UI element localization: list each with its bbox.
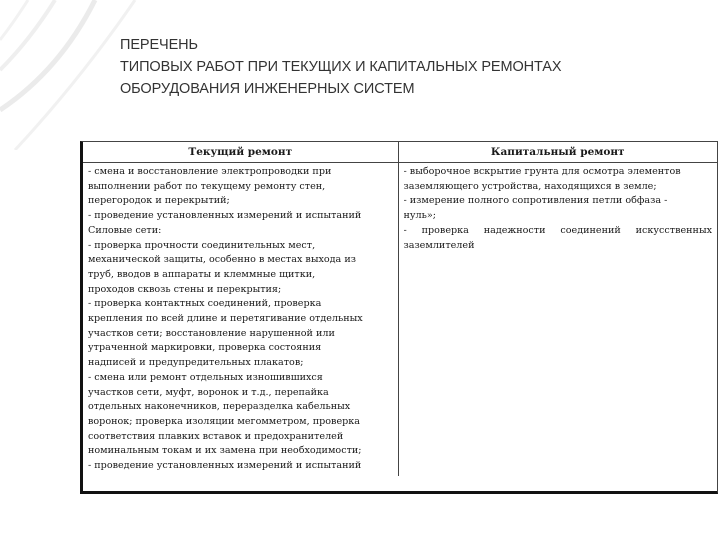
current-line: отдельных наконечников, переразделка кабельных: [88, 401, 351, 413]
header-current-repair: Текущий ремонт: [83, 142, 398, 163]
current-line: номинальным токам и их замена при необходимости;: [88, 445, 362, 457]
current-line: воронок; проверка изоляции мегомметром, проверка: [88, 415, 360, 427]
current-line: утраченной маркировки, проверка состояния: [88, 342, 322, 354]
works-table: [83, 142, 717, 476]
title-line-3: ОБОРУДОВАНИЯ ИНЖЕНЕРНЫХ СИСТЕМ: [120, 81, 415, 97]
table-header-row: [83, 142, 717, 163]
current-repair-cell: [83, 163, 398, 476]
current-line: соответствия плавких вставок и предохранителей: [88, 430, 344, 442]
capital-repair-cell: [398, 163, 717, 476]
current-line: крепления по всей длине и перетягивание отдельных: [88, 313, 363, 325]
capital-line: нуль»;: [403, 210, 436, 222]
current-line: Силовые сети:: [88, 224, 162, 236]
current-line: - смена или ремонт отдельных изношившихся: [88, 371, 323, 383]
capital-line: - выборочное вскрытие грунта для осмотра элементов: [403, 166, 681, 177]
current-line: - проведение установленных измерений и испытаний: [88, 210, 362, 222]
current-line: проходов сквозь стены и перекрытия;: [88, 283, 282, 295]
title-line-1: ПЕРЕЧЕНЬ: [120, 37, 198, 53]
current-line: - проверка прочности соединительных мест,: [88, 239, 316, 251]
current-line: участков сети, муфт, воронок и т.д., перепайка: [88, 386, 329, 398]
header-capital-repair: Капитальный ремонт: [398, 142, 717, 163]
repair-works-table: [80, 141, 718, 494]
capital-line: заземлителей: [403, 239, 475, 251]
current-line: - смена и восстановление электропроводки при: [88, 166, 332, 177]
capital-line: - измерение полного сопротивления петли обфаза -: [403, 195, 668, 207]
current-line: механической защиты, особенно в местах выхода из: [88, 254, 356, 266]
table-row: [83, 163, 717, 476]
current-line: перегородок и перекрытий;: [88, 195, 230, 207]
capital-line: заземляющего устройства, находящихся в земле;: [403, 180, 657, 192]
title-line-2: ТИПОВЫХ РАБОТ ПРИ ТЕКУЩИХ И КАПИТАЛЬНЫХ РЕМОНТАХ: [120, 59, 562, 75]
current-line: выполнении работ по текущему ремонту стен,: [88, 180, 326, 192]
current-line: надписей и предупредительных плакатов;: [88, 357, 304, 369]
page-title: [120, 34, 700, 100]
current-line: - проведение установленных измерений и испытаний: [88, 460, 362, 472]
current-line: участков сети; восстановление нарушенной или: [88, 327, 335, 339]
capital-line: - проверка надежности соединений искусственных: [403, 224, 712, 236]
current-line: труб, вводов в аппараты и клеммные щитки,: [88, 268, 316, 280]
current-line: - проверка контактных соединений, проверка: [88, 298, 322, 310]
